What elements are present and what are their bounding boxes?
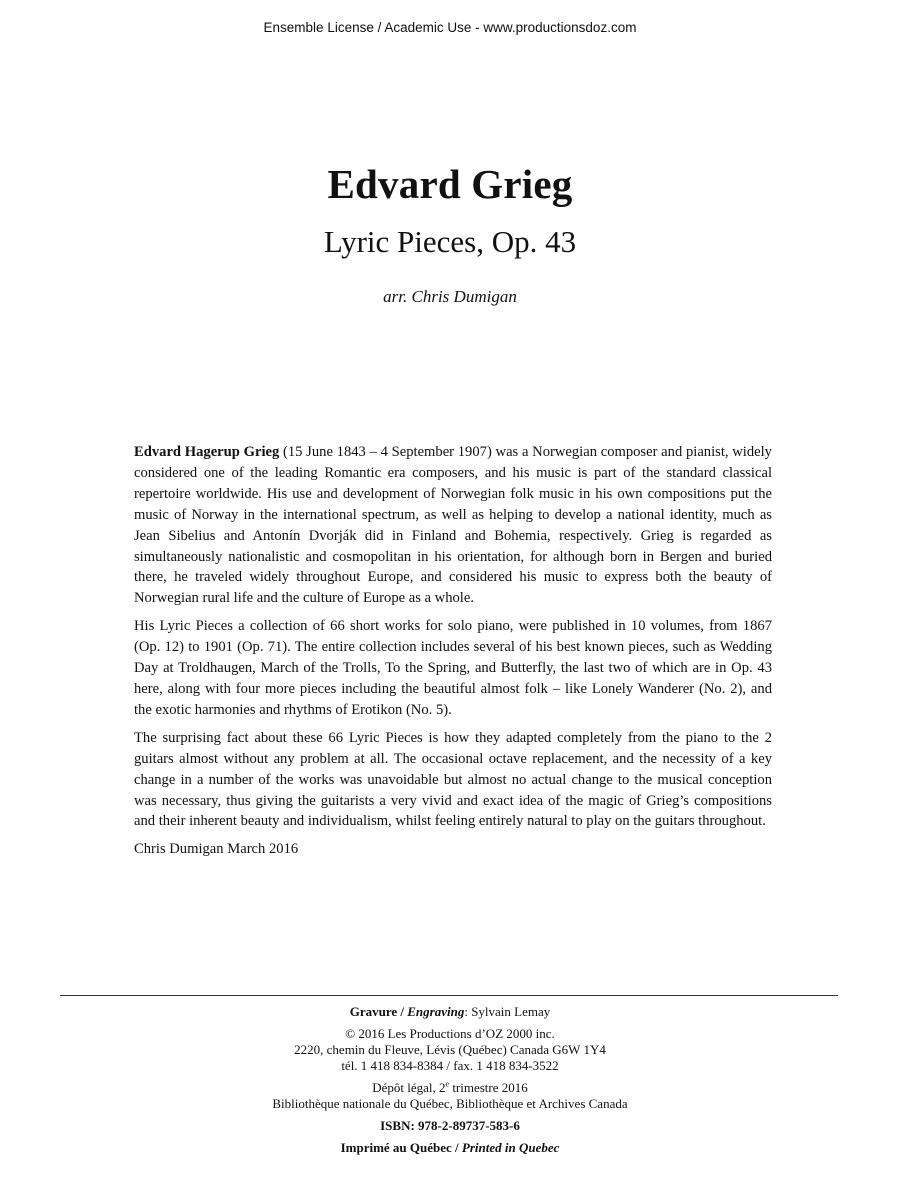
composer-name: Edvard Grieg — [327, 161, 573, 207]
footer-divider — [60, 995, 838, 996]
legal-deposit: Dépôt légal, 2e trimestre 2016 — [372, 1079, 528, 1095]
copyright-line: © 2016 Les Productions d’OZ 2000 inc. — [345, 1026, 555, 1041]
arranger-credit: arr. Chris Dumigan — [383, 287, 517, 306]
preface-paragraph-1-text: (15 June 1843 – 4 September 1907) was a Norwegian composer and pianist, widely considered one of the leading Romantic era composers, and his music is part of the standard classical repertoire worldwide. His use and development of Norwegian folk music in his own compositions put the music of Norway in the international spectrum, as well as helping to develop a national identity, much as Jean Sibelius and Antonín Dvorják did in Finland and Bohemia, respectively. Grieg is regarded as simultaneously nationalistic and cosmopolitan in his orientation, for although born in Bergen and buried there, he traveled widely throughout Europe, and considered his music to express both the beauty of Norwegian rural life and the culture of Europe as a whole. — [134, 444, 772, 607]
preface-paragraph-2: His Lyric Pieces a collection of 66 short works for solo piano, were published in 10 volumes, from 1867 (Op. 12) to 1901 (Op. 71). The entire collection includes several of his best known pieces, such as Wedding Day at Troldhaugen, March of the Trolls, To the Spring, and Butterfly, the last two of which are in Op. 43 here, along with four more pieces including the beautiful almost folk – like Lonely Wanderer (No. 2), and the exotic harmonies and rhythms of Erotikon (No. 5). — [134, 618, 772, 718]
preface-text — [134, 442, 772, 867]
publisher-credits — [0, 1004, 900, 1162]
preface-lead-name: Edvard Hagerup Grieg — [134, 444, 280, 460]
isbn-line: ISBN: 978-2-89737-583-6 — [380, 1118, 520, 1133]
preface-paragraph-1 — [134, 442, 772, 609]
work-title: Lyric Pieces, Op. 43 — [323, 224, 577, 259]
printed-line: Imprimé au Québec / Printed in Quebec — [340, 1140, 560, 1155]
preface-signature: Chris Dumigan March 2016 — [134, 841, 299, 858]
license-header: Ensemble License / Academic Use - www.productionsdoz.com — [263, 20, 637, 35]
preface-paragraph-3: The surprising fact about these 66 Lyric Pieces is how they adapted completely from the piano to the 2 guitars almost without any problem at all. The occasional octave replacement, and the necessity of a key change in a number of the works was unavoidable but almost no actual change to the musical conception was necessary, thus giving the guitarists a very vivid and exact idea of the magic of Grieg’s compositions and their inherent beauty and individualism, whilst feeling entirely natural to play on the guitars throughout. — [134, 729, 772, 830]
engraving-credit: Gravure / Engraving: Sylvain Lemay — [349, 1004, 551, 1019]
publisher-phone: tél. 1 418 834-8384 / fax. 1 418 834-3522 — [341, 1058, 559, 1073]
library-line: Bibliothèque nationale du Québec, Bibliothèque et Archives Canada — [272, 1096, 628, 1111]
publisher-address: 2220, chemin du Fleuve, Lévis (Québec) Canada G6W 1Y4 — [294, 1042, 606, 1057]
